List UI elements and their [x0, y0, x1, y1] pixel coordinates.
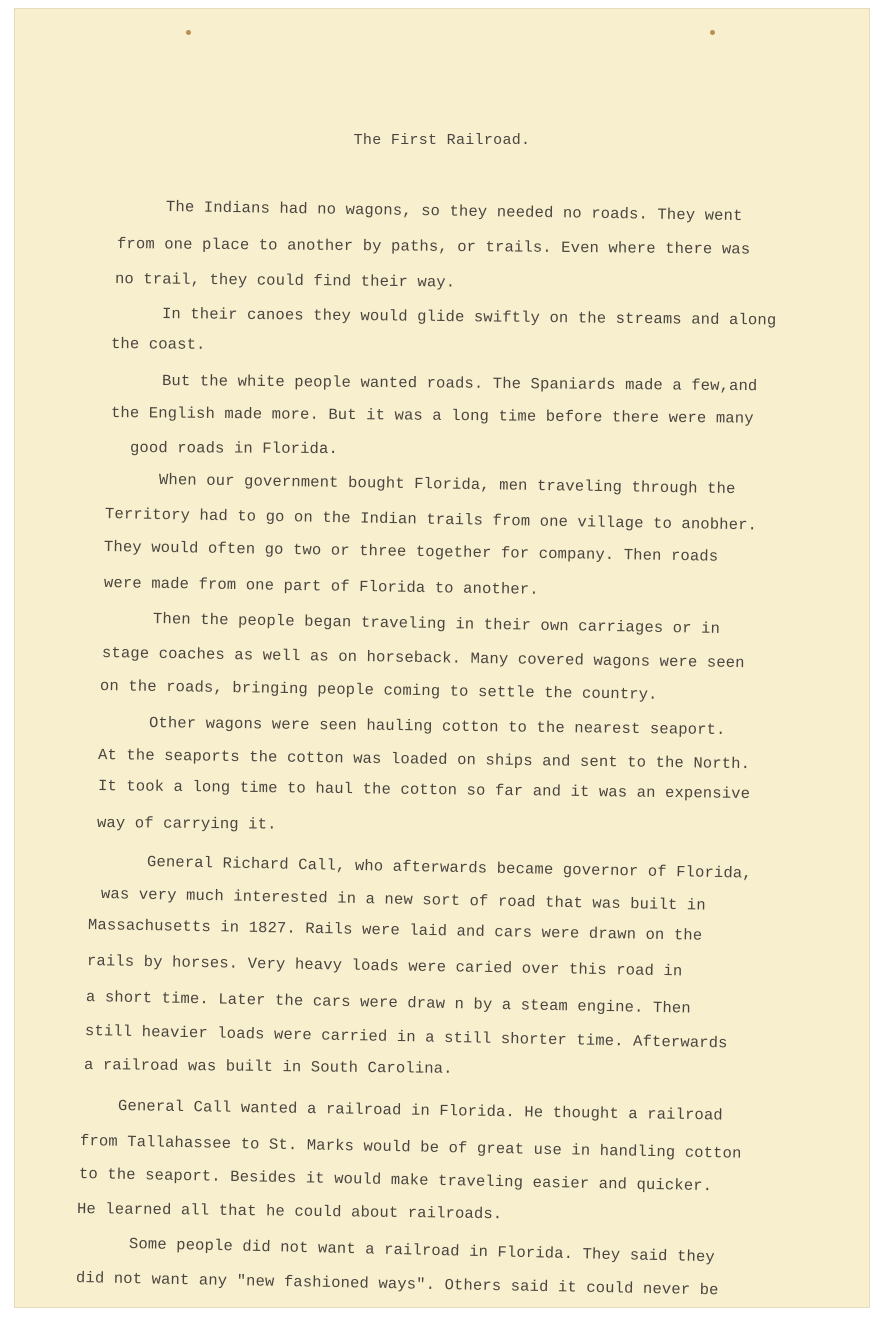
text-line: General Richard Call, who afterwards became governor of Florida,: [146, 853, 752, 883]
text-line: At the seaports the cotton was loaded on ships and sent to the North.: [97, 746, 751, 774]
text-line: a short time. Later the cars were draw n by a steam engine. Then: [85, 988, 691, 1018]
text-line: way of carrying it.: [96, 814, 277, 834]
text-line: on the roads, bringing people coming to settle the country.: [99, 677, 658, 704]
text-line: good roads in Florida.: [129, 439, 338, 459]
text-line: Territory had to go on the Indian trails from one village to anobher.: [104, 505, 758, 535]
text-line: General Call wanted a railroad in Florida. He thought a railroad: [117, 1097, 723, 1125]
text-line: Other wagons were seen hauling cotton to the nearest seaport.: [148, 714, 726, 740]
paper-hole-mark: [710, 30, 715, 35]
text-line: It took a long time to haul the cotton so far and it was an expensive: [97, 777, 751, 803]
text-line: the English made more. But it was a long time before there were many: [110, 404, 754, 428]
text-line: the coast.: [110, 335, 206, 354]
text-line: The Indians had no wagons, so they needed no roads. They went: [165, 198, 743, 226]
typewritten-page: [14, 8, 870, 1308]
text-line: They would often go two or three together for company. Then roads: [103, 538, 719, 566]
text-line: to the seaport. Besides it would make traveling easier and quicker.: [78, 1165, 713, 1196]
page-title: The First Railroad.: [353, 132, 531, 149]
text-line: He learned all that he could about railroads.: [76, 1200, 503, 1224]
text-line: were made from one part of Florida to another.: [103, 574, 539, 599]
text-line: In their canoes they would glide swiftly on the streams and along: [161, 305, 777, 330]
text-line: But the white people wanted roads. The Spaniards made a few,and: [161, 372, 758, 396]
text-line: no trail, they could find their way.: [114, 270, 456, 292]
text-line: Then the people began traveling in their own carriages or in: [152, 610, 721, 638]
text-line: from one place to another by paths, or trails. Even where there was: [116, 235, 751, 259]
text-line: rails by horses. Very heavy loads were caried over this road in: [86, 952, 683, 981]
text-line: a railroad was built in South Carolina.: [83, 1056, 453, 1078]
text-line: When our government bought Florida, men traveling through the: [158, 471, 736, 499]
text-line: did not want any "new fashioned ways". Others said it could never be: [75, 1269, 719, 1300]
text-line: stage coaches as well as on horseback. Many covered wagons were seen: [101, 644, 745, 673]
text-line: Some people did not want a railroad in Florida. They said they: [128, 1235, 716, 1267]
text-line: from Tallahassee to St. Marks would be of great use in handling cotton: [79, 1132, 742, 1163]
text-line: was very much interested in a new sort of road that was built in: [100, 885, 706, 915]
text-line: Massachusetts in 1827. Rails were laid and cars were drawn on the: [87, 916, 703, 945]
paper-hole-mark: [186, 30, 191, 35]
text-line: still heavier loads were carried in a still shorter time. Afterwards: [84, 1022, 728, 1053]
